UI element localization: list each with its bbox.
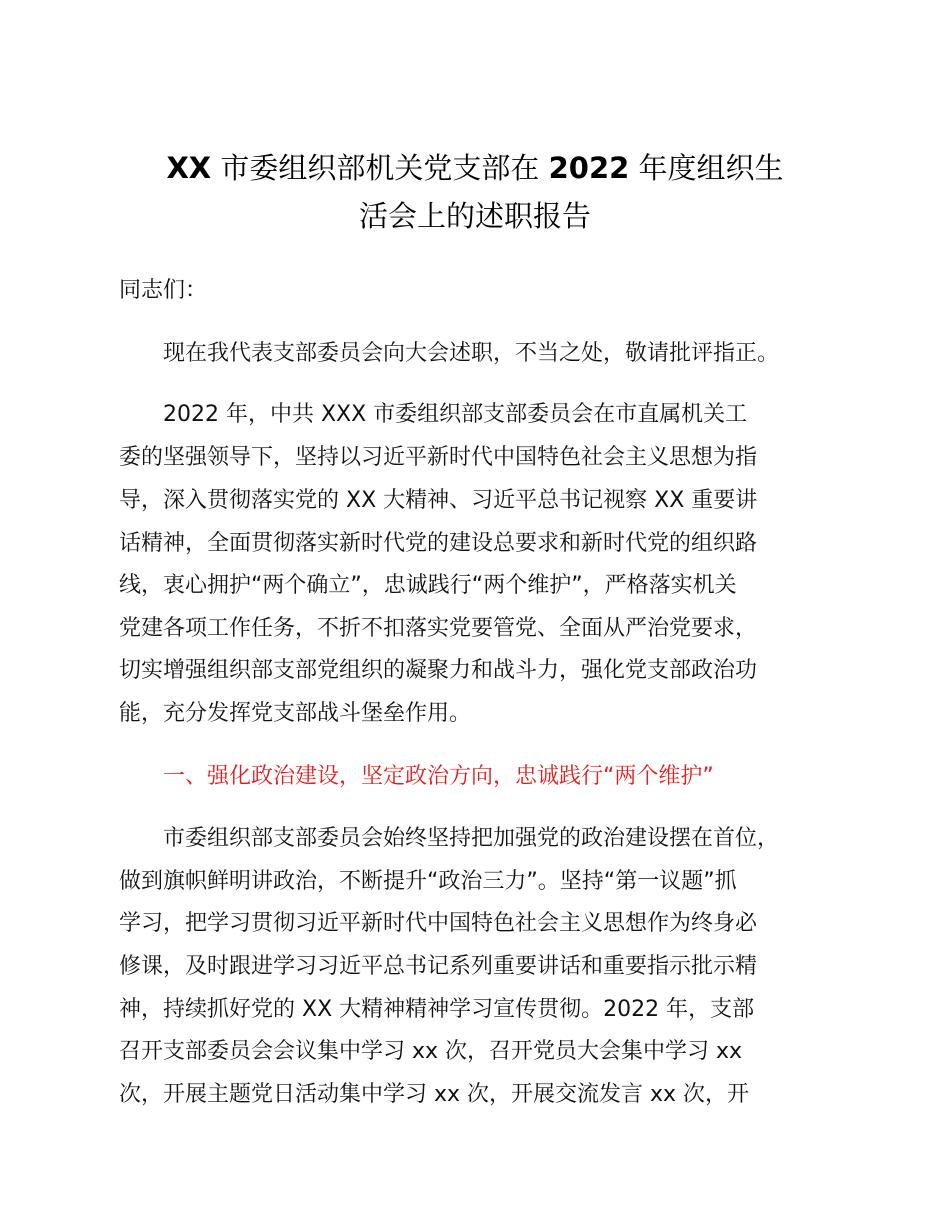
paragraph-3-line: 召开支部委员会会议集中学习 xx 次，召开党员大会集中学习 xx: [119, 1039, 743, 1064]
title-xx: XX: [166, 151, 212, 185]
paragraph-2-line: 2022 年，中共 XXX 市委组织部支部委员会在市直属机关工: [119, 402, 748, 427]
paragraph-2-line: 党建各项工作任务，不折不扣落实党要管党、全面从严治党要求，: [119, 616, 758, 641]
salutation: 同志们：: [119, 278, 208, 303]
paragraph-2-line: 导，深入贯彻落实党的 XX 大精神、习近平总书记视察 XX 重要讲: [119, 488, 758, 513]
title-mid: 市委组织部机关党支部在: [211, 151, 549, 185]
paragraph-3-line: 神，持续抓好党的 XX 大精神精神学习宣传贯彻。2022 年，支部: [119, 997, 755, 1022]
title-end: 年度组织生: [629, 151, 784, 185]
paragraph-3-line: 市委组织部支部委员会始终坚持把加强党的政治建设摆在首位，: [119, 826, 780, 851]
paragraph-2-line: 线，衷心拥护“两个确立”，忠诚践行“两个维护”，严格落实机关: [119, 573, 737, 598]
paragraph-2-line: 委的坚强领导下，坚持以习近平新时代中国特色社会主义思想为指: [119, 445, 758, 470]
document-title-line-2: 活会上的述职报告: [358, 199, 591, 233]
paragraph-3-line: 做到旗帜鲜明讲政治，不断提升“政治三力”。坚持“第一议题”抓: [119, 869, 737, 894]
paragraph-2-line: 能，充分发挥党支部战斗堡垒作用。: [119, 701, 472, 726]
paragraph-2-line: 切实增强组织部支部党组织的凝聚力和战斗力，强化党支部政治功: [119, 658, 758, 683]
title-year: 2022: [548, 151, 630, 185]
paragraph-1-line: 现在我代表支部委员会向大会述职，不当之处，敬请批评指正。: [119, 341, 780, 366]
paragraph-3-line: 学习，把学习贯彻习近平新时代中国特色社会主义思想作为终身必: [119, 911, 758, 936]
document-title-line-1: [100, 144, 850, 192]
section-heading-1: 一、强化政治建设，坚定政治方向，忠诚践行“两个维护”: [119, 764, 714, 789]
paragraph-3-line: 修课，及时跟进学习习近平总书记系列重要讲话和重要指示批示精: [119, 954, 758, 979]
paragraph-2-line: 话精神，全面贯彻落实新时代党的建设总要求和新时代党的组织路: [119, 531, 758, 556]
paragraph-3-line: 次，开展主题党日活动集中学习 xx 次，开展交流发言 xx 次，开: [119, 1082, 750, 1107]
